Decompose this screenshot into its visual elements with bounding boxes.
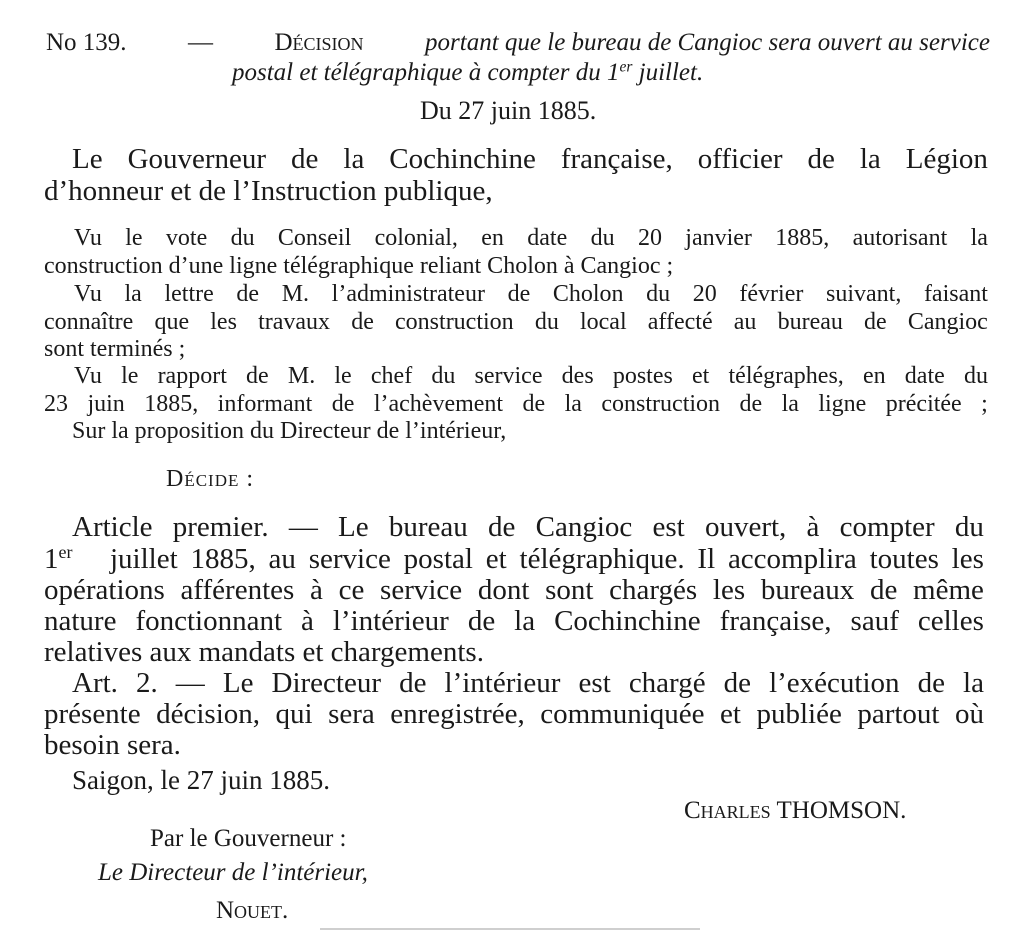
word: rapport bbox=[157, 363, 227, 389]
word: française, bbox=[719, 605, 832, 637]
word: janvier bbox=[685, 225, 752, 251]
word: autorisant bbox=[852, 225, 948, 251]
word: l’administrateur bbox=[331, 281, 485, 307]
word: de bbox=[246, 363, 269, 389]
word: enregistrée, bbox=[390, 698, 525, 730]
word: la bbox=[859, 143, 881, 175]
word: sera bbox=[328, 698, 375, 730]
word: service bbox=[380, 574, 463, 606]
word: de bbox=[723, 667, 751, 699]
decide-heading: Décide : bbox=[166, 466, 255, 492]
word: est bbox=[652, 511, 685, 543]
article-2-line-2 bbox=[44, 700, 984, 729]
word: Cangioc bbox=[535, 511, 633, 543]
word: la bbox=[564, 391, 582, 417]
word: sauf bbox=[850, 605, 899, 637]
article-2-line-1 bbox=[72, 669, 984, 698]
consideration-2-line-2 bbox=[44, 310, 988, 334]
word: de bbox=[507, 281, 531, 307]
bottom-rule bbox=[320, 928, 700, 930]
word: à bbox=[310, 574, 323, 606]
consideration-2-line-3: sont terminés ; bbox=[44, 336, 186, 362]
word: Vu bbox=[74, 363, 102, 389]
word: Cangioc bbox=[907, 309, 988, 335]
word: et bbox=[692, 363, 710, 389]
word: Le bbox=[72, 143, 103, 175]
word: qui bbox=[275, 698, 313, 730]
word: Art. bbox=[72, 667, 118, 699]
word: bureau bbox=[388, 511, 468, 543]
article-1-line-4 bbox=[44, 607, 984, 636]
word: ; bbox=[981, 391, 988, 417]
word: même bbox=[913, 574, 984, 606]
consideration-3-line-2 bbox=[44, 392, 988, 416]
preamble-line-2: d’honneur et de l’Instruction publique, bbox=[44, 175, 493, 207]
word: et bbox=[720, 698, 741, 730]
word: chef bbox=[370, 363, 413, 389]
word: ouvert, bbox=[704, 511, 787, 543]
word: service bbox=[474, 363, 543, 389]
article-1-line-2 bbox=[44, 542, 984, 575]
word: télégraphique. bbox=[519, 543, 685, 575]
word: 1885, bbox=[190, 543, 256, 575]
word: les bbox=[210, 309, 237, 335]
word: de bbox=[236, 281, 260, 307]
word: l’achèvement bbox=[373, 391, 504, 417]
consideration-1-line-2: construction d’une ligne télégraphique reliant Cholon à Cangioc ; bbox=[44, 253, 674, 279]
word: décision, bbox=[156, 698, 261, 730]
word: lettre bbox=[164, 281, 214, 307]
word: nature bbox=[44, 605, 117, 637]
word: dont bbox=[477, 574, 530, 606]
word: faisant bbox=[923, 281, 988, 307]
word: Gouverneur bbox=[127, 143, 267, 175]
word: le bbox=[125, 225, 143, 251]
word: — bbox=[175, 667, 205, 699]
word: du bbox=[590, 225, 615, 251]
authority-line-3: Nouet. bbox=[216, 897, 289, 924]
word: Le bbox=[338, 511, 369, 543]
article-1-line-3 bbox=[44, 576, 984, 605]
word: accomplira bbox=[727, 543, 857, 575]
word: précitée bbox=[885, 391, 962, 417]
article-1-ordinal: 1er bbox=[44, 542, 73, 575]
word: en bbox=[481, 225, 504, 251]
word: construction bbox=[601, 391, 721, 417]
word: local bbox=[579, 309, 627, 335]
word: informant bbox=[217, 391, 313, 417]
word: postal bbox=[403, 543, 473, 575]
word: où bbox=[954, 698, 984, 730]
word: à bbox=[301, 605, 314, 637]
word: la bbox=[963, 667, 984, 699]
word: du bbox=[534, 309, 559, 335]
word: 20 bbox=[692, 281, 717, 307]
word: 1885, bbox=[775, 225, 830, 251]
word: partout bbox=[857, 698, 940, 730]
word: en bbox=[862, 363, 886, 389]
word: les bbox=[712, 574, 746, 606]
decision-kind: Décision bbox=[274, 29, 364, 56]
signatory-last-name: THOMSON. bbox=[776, 797, 907, 824]
word: du bbox=[230, 225, 255, 251]
word: présente bbox=[44, 698, 141, 730]
word: ce bbox=[338, 574, 365, 606]
word: date bbox=[904, 363, 945, 389]
word: les bbox=[951, 543, 984, 575]
word: date bbox=[527, 225, 568, 251]
word: bureau bbox=[777, 309, 843, 335]
word: au bbox=[268, 543, 296, 575]
word: du bbox=[963, 363, 988, 389]
word: de bbox=[351, 309, 374, 335]
word: de bbox=[467, 605, 496, 637]
word: 2. bbox=[135, 667, 158, 699]
word: de bbox=[488, 511, 516, 543]
word: le bbox=[121, 363, 139, 389]
word: Vu bbox=[74, 281, 102, 307]
decision-heading-line-1 bbox=[46, 30, 990, 55]
word: affecté bbox=[647, 309, 713, 335]
word: est bbox=[578, 667, 611, 699]
signatory-first-name: Charles bbox=[684, 797, 771, 824]
word: connaître bbox=[44, 309, 134, 335]
word: Cholon bbox=[552, 281, 624, 307]
word: ligne bbox=[818, 391, 867, 417]
word: Cochinchine bbox=[389, 143, 536, 175]
signature bbox=[684, 798, 906, 823]
word: et bbox=[485, 543, 507, 575]
word: française, bbox=[560, 143, 673, 175]
word: de bbox=[869, 574, 898, 606]
word: l’intérieur bbox=[444, 667, 561, 699]
word: la bbox=[124, 281, 142, 307]
word: celles bbox=[917, 605, 984, 637]
word: le bbox=[334, 363, 352, 389]
preamble-line-1 bbox=[72, 145, 988, 174]
word: travaux bbox=[258, 309, 331, 335]
word: la bbox=[343, 143, 365, 175]
word: Il bbox=[697, 543, 716, 575]
consideration-1-line-1 bbox=[74, 226, 988, 250]
word: la bbox=[514, 605, 536, 637]
word: toutes bbox=[869, 543, 939, 575]
word: de bbox=[807, 143, 835, 175]
word: vote bbox=[165, 225, 208, 251]
decision-heading-line-2: postal et télégraphique à compter du 1er juillet. bbox=[232, 58, 704, 86]
word: colonial, bbox=[374, 225, 458, 251]
word: publiée bbox=[756, 698, 842, 730]
word: l’intérieur bbox=[332, 605, 449, 637]
word: juin bbox=[87, 391, 125, 417]
word: télégraphes, bbox=[728, 363, 844, 389]
word: construction bbox=[395, 309, 514, 335]
word: de bbox=[739, 391, 763, 417]
word: Article bbox=[72, 511, 153, 543]
article-1-line-5: relatives aux mandats et chargements. bbox=[44, 636, 484, 668]
word: 1885, bbox=[144, 391, 199, 417]
word: chargé bbox=[628, 667, 706, 699]
word: compter bbox=[839, 511, 935, 543]
word: Vu bbox=[74, 225, 102, 251]
consideration-4: Sur la proposition du Directeur de l’intérieur, bbox=[72, 418, 507, 444]
authority-line-1: Par le Gouverneur : bbox=[150, 825, 347, 852]
word: la bbox=[970, 225, 988, 251]
word: de bbox=[522, 391, 546, 417]
word: afférentes bbox=[180, 574, 295, 606]
word: opérations bbox=[44, 574, 165, 606]
word: officier bbox=[697, 143, 783, 175]
word: de bbox=[331, 391, 355, 417]
consideration-3-line-1 bbox=[74, 364, 988, 388]
word: du bbox=[954, 511, 984, 543]
consideration-2-line-1 bbox=[74, 282, 988, 306]
place-and-date: Saigon, le 27 juin 1885. bbox=[72, 765, 330, 795]
word: Cochinchine bbox=[554, 605, 701, 637]
word: Légion bbox=[905, 143, 988, 175]
word: du bbox=[646, 281, 671, 307]
word: 20 bbox=[637, 225, 662, 251]
word: de bbox=[291, 143, 319, 175]
word: suivant, bbox=[825, 281, 902, 307]
word: Conseil bbox=[277, 225, 352, 251]
word: février bbox=[739, 281, 804, 307]
word: des bbox=[561, 363, 594, 389]
word: premier. bbox=[172, 511, 269, 543]
word: l’exécution bbox=[769, 667, 900, 699]
word: service bbox=[308, 543, 391, 575]
word: juillet bbox=[110, 543, 178, 575]
article-1-line-1 bbox=[72, 513, 984, 542]
word: M. bbox=[287, 363, 316, 389]
word: — bbox=[288, 511, 318, 543]
heading-dash: — bbox=[181, 29, 220, 56]
word: de bbox=[399, 667, 427, 699]
word: fonctionnant bbox=[135, 605, 283, 637]
word: du bbox=[431, 363, 456, 389]
authority-line-2: Le Directeur de l’intérieur, bbox=[98, 859, 368, 886]
heading-title-part-1: portant que le bureau de Cangioc sera ouvert au service bbox=[418, 29, 990, 56]
word: Le bbox=[222, 667, 254, 699]
word: 23 bbox=[44, 391, 68, 417]
article-2-line-3: besoin sera. bbox=[44, 729, 181, 761]
word: au bbox=[733, 309, 757, 335]
word: à bbox=[806, 511, 820, 543]
word: Directeur bbox=[271, 667, 382, 699]
decision-number: No 139. bbox=[46, 29, 127, 56]
word: M. bbox=[281, 281, 310, 307]
word: de bbox=[864, 309, 887, 335]
word: communiquée bbox=[540, 698, 705, 730]
decision-date: Du 27 juin 1885. bbox=[420, 96, 597, 125]
word: postes bbox=[612, 363, 673, 389]
word: la bbox=[781, 391, 799, 417]
word: que bbox=[154, 309, 190, 335]
word: de bbox=[917, 667, 945, 699]
word: chargés bbox=[609, 574, 698, 606]
word: bureaux bbox=[760, 574, 855, 606]
article-1-line-2-words bbox=[110, 545, 984, 574]
word: sont bbox=[545, 574, 594, 606]
